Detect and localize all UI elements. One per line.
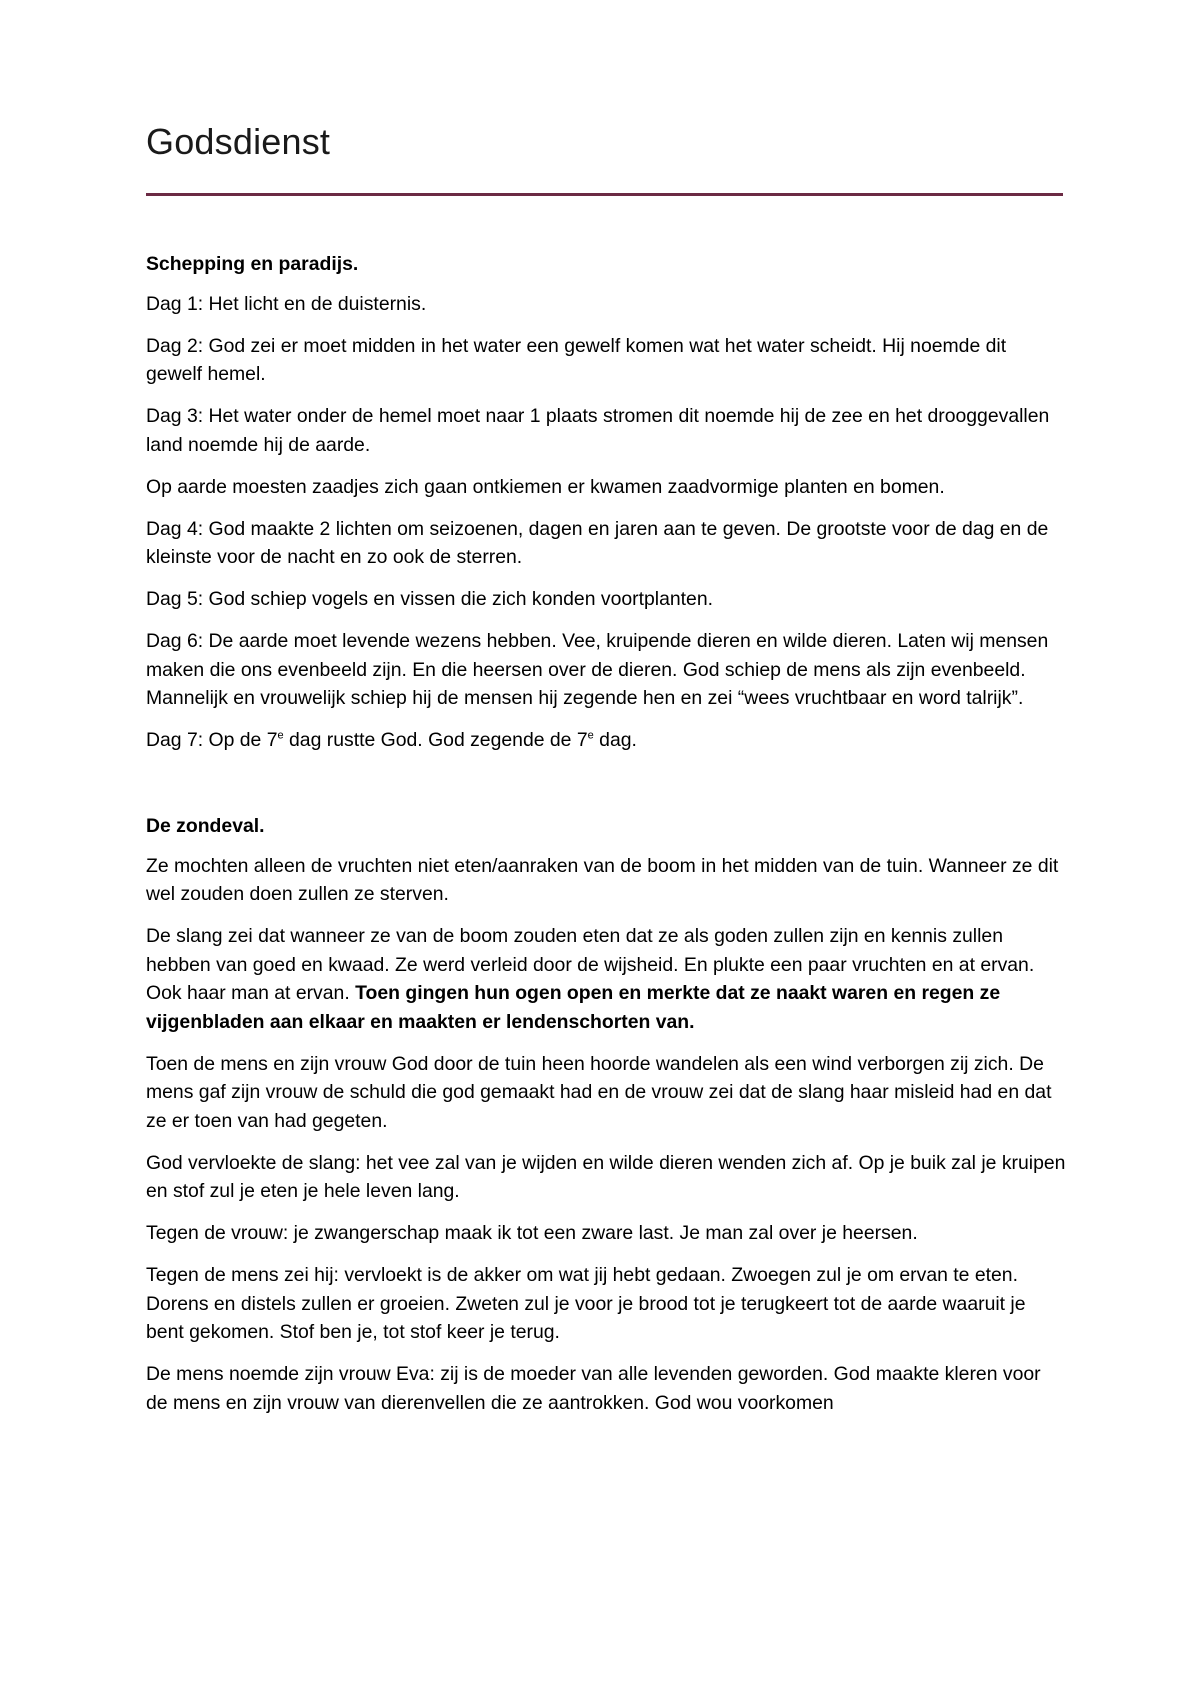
paragraph-eva: De mens noemde zijn vrouw Eva: zij is de moeder van alle levenden geworden. God maakte kleren voor de mens en zijn vrouw van dierenvellen die ze aantrokken. God wou voorkomen	[146, 1363, 1041, 1414]
section-spacer	[146, 768, 1066, 812]
slang-bold-text: Toen gingen hun ogen open en merkte dat ze naakt waren en regen ze vijgenbladen aan elkaar en maakten er lendenschorten van.	[146, 982, 1001, 1033]
title-underline	[146, 193, 1063, 196]
dag7-superscript-1: e	[277, 729, 284, 742]
paragraph-dag5: Dag 5: God schiep vogels en vissen die zich konden voortplanten.	[146, 588, 713, 610]
dag7-superscript-2: e	[587, 729, 594, 742]
paragraph-aarde: Op aarde moesten zaadjes zich gaan ontkiemen er kwamen zaadvormige planten en bomen.	[146, 475, 945, 498]
paragraph-dag4: Dag 4: God maakte 2 lichten om seizoenen, dagen en jaren aan te geven. De grootste voor de dag en de kleinste voor de nacht en zo ook de sterren.	[146, 517, 1049, 568]
document-page	[146, 0, 1066, 1698]
dag7-text-2: dag rustte God. God zegende de 7	[283, 729, 588, 751]
paragraph-dag3: Dag 3: Het water onder de hemel moet naar 1 plaats stromen dit noemde hij de zee en het drooggevallen land noemde hij de aarde.	[146, 405, 1050, 456]
paragraph-tegen-mens: Tegen de mens zei hij: vervloekt is de akker om wat jij hebt gedaan. Zwoegen zul je om ervan te eten. Dorens en distels zullen er groeien. Zweten zul je voor je brood tot je terugkeert tot de aarde waaruit je bent gekomen. Stof ben je, tot stof keer je terug.	[146, 1264, 1026, 1343]
paragraph-verborgen: Toen de mens en zijn vrouw God door de tuin heen hoorde wandelen als een wind verborgen zij zich. De mens gaf zijn vrouw de schuld die god gemaakt had en de vrouw zei dat de slang haar misleid had en dat ze er toen van had gegeten.	[146, 1052, 1052, 1132]
dag7-text-3: dag.	[593, 729, 637, 751]
slang-text: De slang zei dat wanneer ze van de boom zouden eten dat ze als goden zullen zijn en kennis zullen hebben van goed en kwaad. Ze werd verleid door de wijsheid. En plukte een paar vruchten en at ervan. Ook haar man at ervan.	[146, 925, 1035, 1004]
paragraph-dag7	[146, 726, 1066, 755]
section-heading-schepping: Schepping en paradijs.	[146, 253, 359, 275]
paragraph-dag2: Dag 2: God zei er moet midden in het water een gewelf komen wat het water scheidt. Hij noemde dit gewelf hemel.	[146, 334, 1007, 385]
paragraph-slang	[146, 922, 1066, 1036]
dag7-text-1: Dag 7: Op de 7	[146, 729, 278, 751]
paragraph-vervloekte-slang: God vervloekte de slang: het vee zal van je wijden en wilde dieren wenden zich af. Op je buik zal je kruipen en stof zul je eten je hele leven lang.	[146, 1151, 1066, 1202]
section-heading-zondeval: De zondeval.	[146, 815, 265, 837]
document-body	[146, 250, 1066, 1431]
paragraph-dag6: Dag 6: De aarde moet levende wezens hebben. Vee, kruipende dieren en wilde dieren. Laten wij mensen maken die ons evenbeeld zijn. En die heersen over de dieren. God schiep de mens als zijn evenbeeld. Mannelijk en vrouwelijk schiep hij de mensen hij zegende hen en zei “wees vruchtbaar en word talrijk”.	[146, 630, 1049, 709]
paragraph-dag1: Dag 1: Het licht en de duisternis.	[146, 292, 427, 315]
paragraph-vruchten: Ze mochten alleen de vruchten niet eten/aanraken van de boom in het midden van de tuin. Wanneer ze dit wel zouden doen zullen ze sterven.	[146, 854, 1059, 905]
paragraph-tegen-vrouw: Tegen de vrouw: je zwangerschap maak ik tot een zware last. Je man zal over je heersen.	[146, 1222, 918, 1244]
document-title: Godsdienst	[146, 121, 331, 162]
